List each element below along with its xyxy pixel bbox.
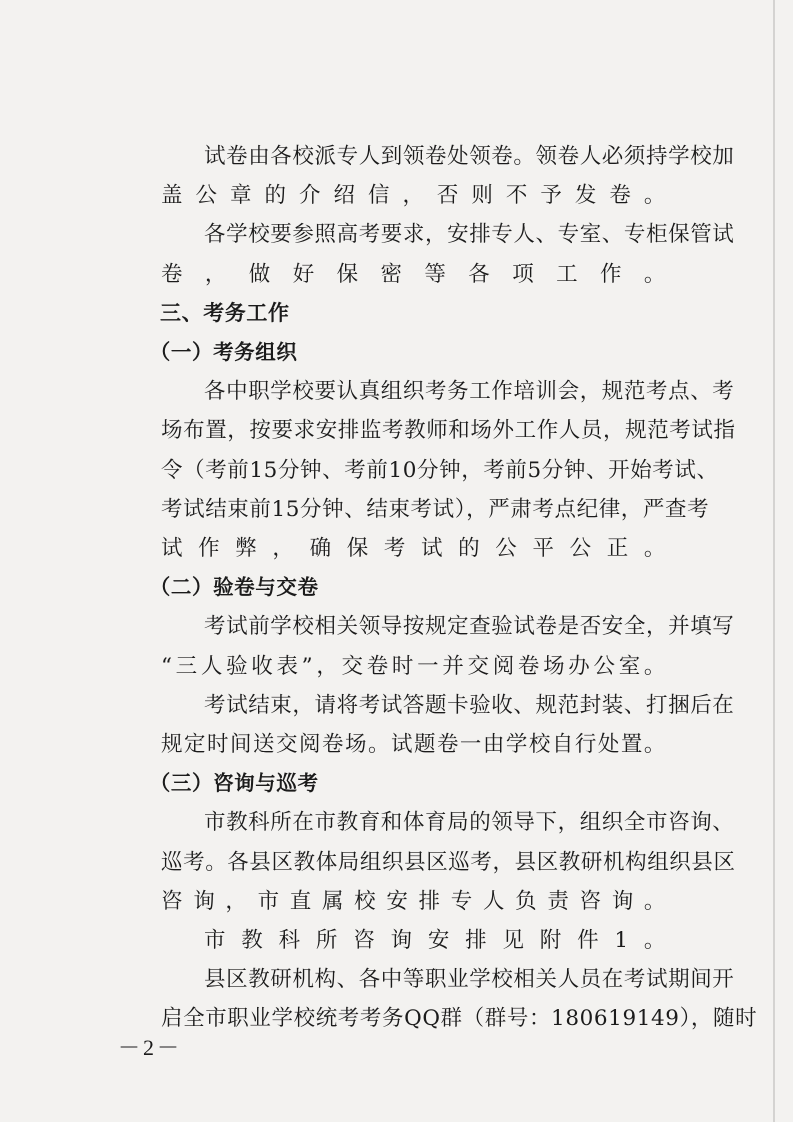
text-line: 各学校要参照高考要求，安排专人、专室、专柜保管试 [204, 222, 735, 248]
subsection-heading: （一）考务组织 [149, 340, 298, 365]
scan-edge [773, 0, 775, 1122]
text-line: 考试结束前15分钟、结束考试），严肃考点纪律，严查考 [161, 496, 710, 522]
paragraph [118, 686, 735, 764]
section-heading: 三、考务工作 [160, 300, 290, 325]
text-line: 令（考前15分钟、考前10分钟，考前5分钟、开始考试、 [161, 457, 719, 483]
text-line: 试作弊，确保考试的公平公正。 [161, 536, 666, 562]
paragraph [118, 607, 735, 685]
text-line: 卷，做好保密等各项工作。 [161, 261, 666, 287]
text-line: 市教科所在市教育和体育局的领导下，组织全市咨询、 [204, 810, 735, 836]
text-line: 巡考。各县区教体局组织县区巡考，县区教研机构组织县区 [161, 849, 736, 875]
text-line: 考试结束，请将考试答题卡验收、规范封装、打捆后在 [204, 692, 735, 718]
paragraph [118, 372, 736, 568]
text-line: 县区教研机构、各中等职业学校相关人员在考试期间开 [204, 967, 735, 993]
text-line: 规定时间送交阅卷场。试题卷一由学校自行处置。 [161, 732, 666, 758]
text-line: 咨询，市直属校安排专人负责咨询。 [161, 888, 666, 914]
text-line: 盖公章的介绍信，否则不予发卷。 [161, 183, 666, 209]
subsection-heading: （二）验卷与交卷 [149, 575, 319, 600]
subsection-heading: （三）咨询与巡考 [149, 771, 319, 796]
text-line: 考试前学校相关领导按规定查验试卷是否安全，并填写 [204, 614, 735, 640]
text-line: 市教科所咨询安排见附件1。 [204, 928, 666, 954]
document-body [118, 137, 758, 1039]
paragraph [118, 215, 735, 293]
text-line: 启全市职业学校统考考务QQ群（群号：180619149），随时 [161, 1006, 758, 1032]
paragraph [118, 137, 735, 215]
paragraph [118, 921, 666, 960]
paragraph [118, 803, 736, 921]
paragraph [118, 960, 758, 1038]
text-line: “三人验收表”，交卷时一并交阅卷场办公室。 [161, 653, 666, 679]
text-line: 试卷由各校派专人到领卷处领卷。领卷人必须持学校加 [204, 144, 735, 169]
text-line: 各中职学校要认真组织考务工作培训会，规范考点、考 [204, 379, 735, 405]
page-number: －2－ [118, 1035, 183, 1060]
text-line: 场布置，按要求安排监考教师和场外工作人员，规范考试指 [161, 418, 736, 444]
